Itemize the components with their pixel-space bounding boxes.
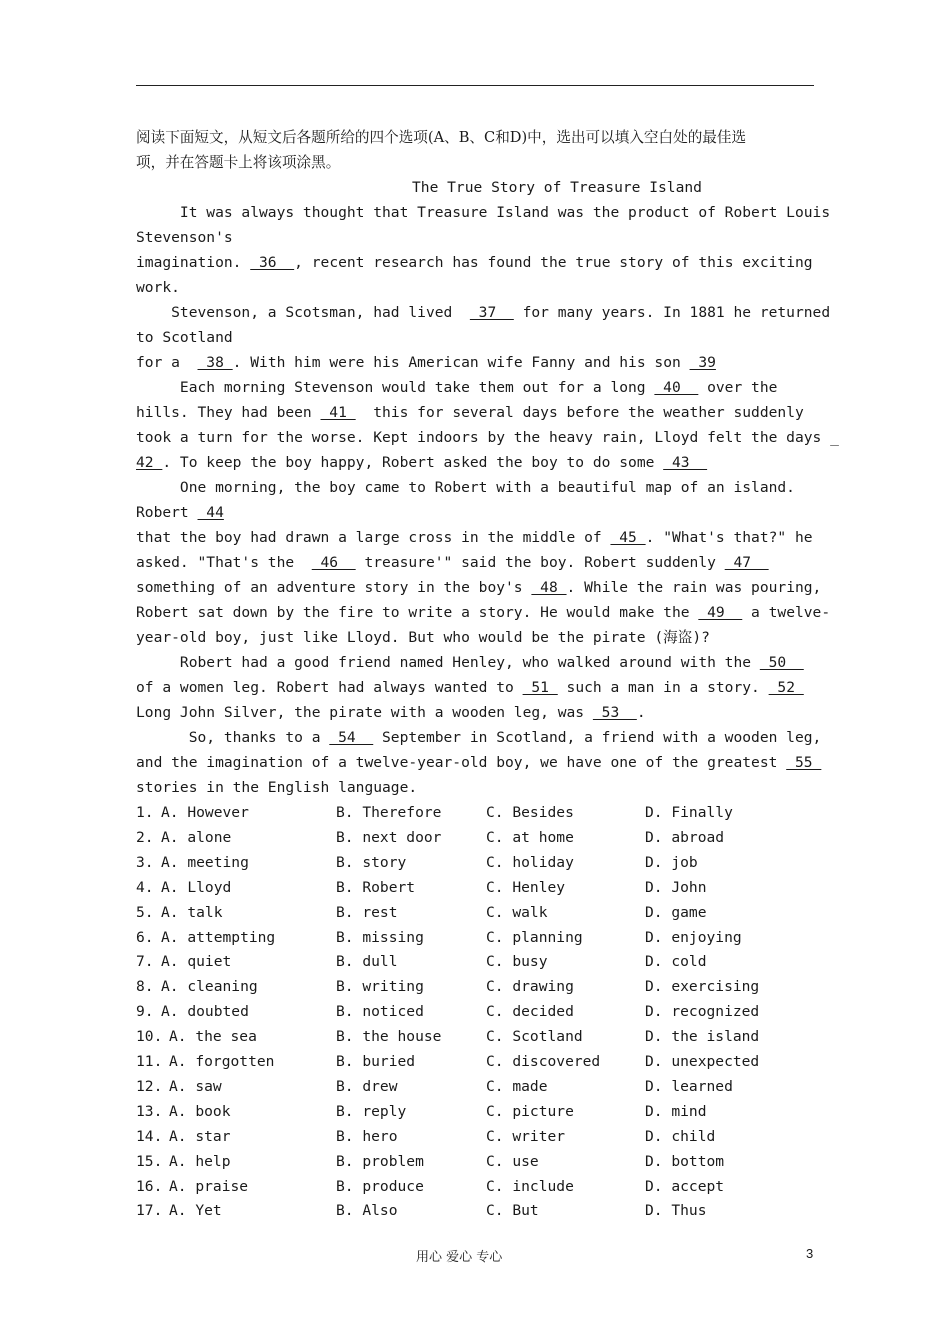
option-d[interactable]: D. child: [645, 1127, 716, 1145]
question-number: 13.: [136, 1102, 163, 1120]
passage-text: . With him were his American wife Fanny and his son: [232, 354, 690, 371]
question-number: 14.: [136, 1127, 163, 1145]
passage-text: , recent research has found the true story of this exciting: [294, 254, 813, 271]
passage-line: [136, 600, 831, 625]
option-a[interactable]: A. alone: [161, 828, 232, 846]
passage-line: [136, 650, 826, 675]
option-a[interactable]: A. meeting: [161, 853, 249, 871]
option-b[interactable]: B. Also: [336, 1202, 398, 1220]
option-b[interactable]: B. Therefore: [336, 804, 442, 821]
blank-45[interactable]: 45: [610, 529, 646, 546]
passage-text: year-old boy, just like Lloyd. But who would be the pirate (: [136, 629, 664, 646]
option-c[interactable]: C. made: [486, 1077, 548, 1095]
passage-text: Long John Silver, the pirate with a wooden leg, was: [136, 704, 593, 721]
question-number: 12.: [136, 1077, 163, 1095]
footer-motto: 用心 爱心 专心: [416, 1250, 503, 1265]
option-b[interactable]: B. next door: [336, 828, 442, 846]
option-b[interactable]: B. rest: [336, 903, 398, 921]
option-a[interactable]: A. help: [169, 1152, 231, 1170]
option-c[interactable]: C. planning: [486, 928, 583, 946]
passage-text: Stevenson, a Scotsman, had lived: [136, 304, 470, 321]
passage-text: this for several days before the weather suddenly: [355, 404, 804, 421]
passage-line: [136, 750, 826, 775]
blank-43[interactable]: 43: [663, 454, 708, 471]
option-b[interactable]: B. the house: [336, 1028, 442, 1046]
option-d[interactable]: D. mind: [645, 1102, 707, 1120]
option-c[interactable]: C. Scotland: [486, 1028, 583, 1046]
passage-line: [136, 550, 826, 575]
passage-text: Robert sat down by the fire to write a story. He would make the: [136, 604, 699, 621]
option-d[interactable]: D. enjoying: [645, 928, 742, 946]
question-number: 6.: [136, 928, 154, 946]
question-number: 3.: [136, 853, 154, 871]
passage-line: took a turn for the worse. Kept indoors by the heavy rain, Lloyd felt the days _: [136, 429, 839, 446]
option-c[interactable]: C. use: [486, 1152, 539, 1170]
blank-48[interactable]: 48: [531, 579, 567, 596]
passage-line: work.: [136, 279, 180, 296]
option-d[interactable]: D. Finally: [645, 804, 733, 821]
blank-51[interactable]: 51: [522, 679, 558, 696]
passage-line: [136, 300, 831, 325]
question-number: 7.: [136, 953, 154, 971]
option-b[interactable]: B. drew: [336, 1077, 398, 1095]
question-number: 1.: [136, 804, 154, 821]
option-a[interactable]: A. saw: [169, 1077, 222, 1095]
option-a[interactable]: A. Yet: [169, 1202, 222, 1220]
option-c[interactable]: C. at home: [486, 828, 574, 846]
blank-44[interactable]: 44: [197, 504, 224, 521]
passage-text: for many years. In 1881 he returned: [513, 304, 831, 321]
option-b[interactable]: B. noticed: [336, 1003, 424, 1021]
option-d[interactable]: D. bottom: [645, 1152, 725, 1170]
passage-text: and the imagination of a twelve-year-old boy, we have one of the greatest: [136, 754, 787, 771]
passage-text: of a women leg. Robert had always wanted to: [136, 679, 523, 696]
passage-text: . "What's that?" he: [645, 529, 813, 546]
question-number: 9.: [136, 1003, 154, 1021]
passage-line: stories in the English language.: [136, 779, 418, 796]
passage-text: .: [636, 704, 646, 721]
option-c[interactable]: C. holiday: [486, 853, 574, 871]
option-d[interactable]: D. recognized: [645, 1003, 760, 1021]
option-a[interactable]: A. attempting: [161, 928, 276, 946]
option-d[interactable]: D. accept: [645, 1177, 725, 1195]
option-b[interactable]: B. reply: [336, 1102, 407, 1120]
passage-text: hills. They had been: [136, 404, 321, 421]
option-a[interactable]: A. star: [169, 1127, 231, 1145]
question-number: 11.: [136, 1053, 163, 1070]
option-c[interactable]: C. busy: [486, 953, 548, 971]
option-b[interactable]: B. story: [336, 853, 407, 871]
option-a[interactable]: A. talk: [161, 903, 223, 921]
blank-53[interactable]: 53: [592, 704, 637, 721]
passage-text: that the boy had drawn a large cross in the middle of: [136, 529, 611, 546]
passage-text: such a man in a story.: [557, 679, 769, 696]
blank-49[interactable]: 49: [698, 604, 743, 621]
option-b[interactable]: B. writing: [336, 978, 424, 996]
blank-47[interactable]: 47: [724, 554, 769, 571]
question-number: 15.: [136, 1152, 163, 1170]
option-b[interactable]: B. buried: [336, 1053, 416, 1070]
passage-text: over the: [698, 379, 778, 396]
option-a[interactable]: A. quiet: [161, 953, 232, 971]
passage-text: something of an adventure story in the boy's: [136, 579, 532, 596]
blank-37[interactable]: 37: [469, 304, 514, 321]
option-d[interactable]: D. abroad: [645, 828, 725, 846]
option-d[interactable]: D. the island: [645, 1028, 760, 1046]
passage-line: [136, 375, 826, 400]
passage-text: treasure'" said the boy. Robert suddenly: [355, 554, 725, 571]
option-a[interactable]: A. forgotten: [169, 1053, 275, 1070]
passage-text: Robert: [136, 504, 198, 521]
option-a[interactable]: A. praise: [169, 1177, 249, 1195]
blank-36[interactable]: 36: [250, 254, 295, 271]
passage-text: asked. "That's the: [136, 554, 312, 571]
option-a[interactable]: A. the sea: [169, 1028, 257, 1046]
page-number: 3: [806, 1246, 814, 1261]
question-number: 8.: [136, 978, 154, 996]
option-a[interactable]: A. book: [169, 1102, 231, 1120]
question-number: 5.: [136, 903, 154, 921]
option-d[interactable]: D. learned: [645, 1077, 733, 1095]
blank-39[interactable]: 39: [689, 354, 716, 371]
passage-line: [136, 400, 826, 425]
passage-line: [136, 250, 826, 275]
option-c[interactable]: C. writer: [486, 1127, 566, 1145]
option-b[interactable]: B. hero: [336, 1127, 398, 1145]
instructions-line-2: 项，并在答题卡上将该项涂黑。: [136, 154, 341, 171]
option-d[interactable]: D. exercising: [645, 978, 760, 996]
passage-line: [136, 350, 826, 375]
passage-text: . To keep the boy happy, Robert asked the boy to do some: [162, 454, 664, 471]
passage-text: imagination.: [136, 254, 251, 271]
blank-50[interactable]: 50: [759, 654, 804, 671]
passage-text: September in Scotland, a friend with a wooden leg,: [373, 729, 822, 746]
blank-54[interactable]: 54: [329, 729, 374, 746]
passage-line: [136, 450, 826, 475]
option-c[interactable]: C. picture: [486, 1102, 574, 1120]
option-b[interactable]: B. dull: [336, 953, 398, 971]
passage-text: . While the rain was pouring,: [566, 579, 822, 596]
option-c[interactable]: C. include: [486, 1177, 574, 1195]
passage-text: Robert had a good friend named Henley, who walked around with the: [136, 654, 760, 671]
blank-52[interactable]: 52: [768, 679, 804, 696]
blank-40[interactable]: 40: [654, 379, 699, 396]
question-number: 10.: [136, 1028, 163, 1046]
blank-46[interactable]: 46: [311, 554, 356, 571]
passage-line: It was always thought that Treasure Island was the product of Robert Louis: [136, 204, 831, 221]
option-d[interactable]: D. Thus: [645, 1202, 707, 1220]
passage-line: [136, 525, 826, 550]
option-b[interactable]: B. missing: [336, 928, 424, 946]
option-a[interactable]: A. cleaning: [161, 978, 258, 996]
question-number: 17.: [136, 1202, 163, 1220]
passage-line: One morning, the boy came to Robert with a beautiful map of an island.: [136, 479, 795, 496]
option-a[interactable]: A. doubted: [161, 1003, 249, 1021]
passage-line: [136, 575, 826, 600]
question-number: 4.: [136, 878, 154, 896]
passage-line: [136, 625, 826, 650]
blank-38[interactable]: 38: [197, 354, 233, 371]
blank-41[interactable]: 41: [320, 404, 356, 421]
option-c[interactable]: C. discovered: [486, 1053, 601, 1070]
option-d[interactable]: D. unexpected: [645, 1053, 760, 1070]
option-c[interactable]: C. drawing: [486, 978, 574, 996]
option-b[interactable]: B. Robert: [336, 878, 416, 896]
option-b[interactable]: B. problem: [336, 1152, 424, 1170]
passage-text: Each morning Stevenson would take them out for a long: [136, 379, 655, 396]
question-number: 2.: [136, 828, 154, 846]
passage-chinese-gloss: 海盗: [663, 629, 693, 646]
passage-line: Stevenson's: [136, 229, 233, 246]
option-c[interactable]: C. Besides: [486, 804, 574, 821]
option-b[interactable]: B. produce: [336, 1177, 424, 1195]
option-c[interactable]: C. But: [486, 1202, 539, 1220]
option-d[interactable]: D. game: [645, 903, 707, 921]
option-d[interactable]: D. John: [645, 878, 707, 896]
passage-line: to Scotland: [136, 329, 233, 346]
passage-line: [136, 675, 826, 700]
option-a[interactable]: A. Lloyd: [161, 878, 232, 896]
option-d[interactable]: D. job: [645, 853, 698, 871]
passage-line: [136, 700, 826, 725]
option-c[interactable]: C. walk: [486, 903, 548, 921]
instructions-line-1: 阅读下面短文，从短文后各题所给的四个选项(A、B、C和D)中，选出可以填入空白处的最佳选: [136, 129, 747, 146]
option-a[interactable]: A. However: [161, 804, 249, 821]
option-d[interactable]: D. cold: [645, 953, 707, 971]
passage-title: The True Story of Treasure Island: [412, 179, 702, 196]
passage-line: [136, 500, 826, 525]
passage-line: [136, 725, 826, 750]
passage-text: )?: [692, 629, 710, 646]
question-number: 16.: [136, 1177, 163, 1195]
header-rule: [136, 85, 814, 86]
blank-55[interactable]: 55: [786, 754, 822, 771]
option-c[interactable]: C. Henley: [486, 878, 566, 896]
blank-42[interactable]: 42: [136, 454, 163, 471]
option-c[interactable]: C. decided: [486, 1003, 574, 1021]
passage-text: for a: [136, 354, 198, 371]
passage-text: a twelve-: [742, 604, 831, 621]
passage-text: So, thanks to a: [136, 729, 330, 746]
